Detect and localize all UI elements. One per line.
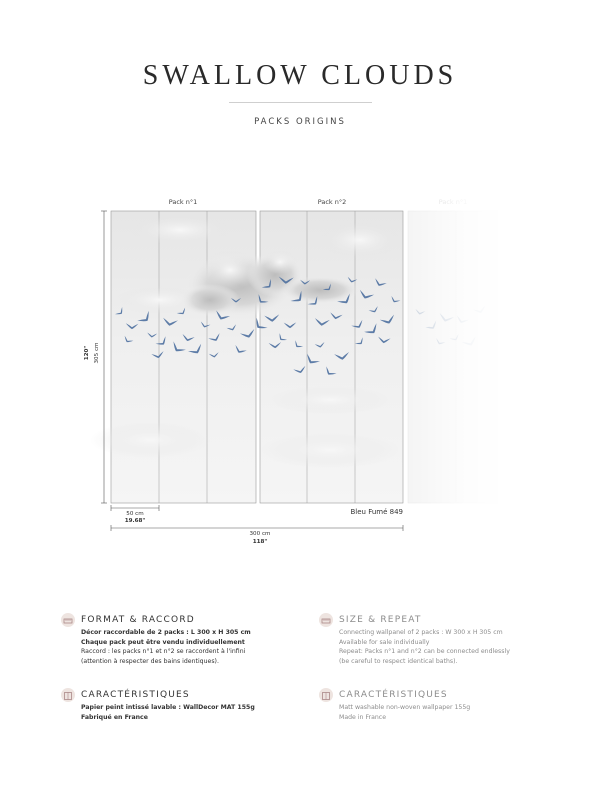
page-title: SWALLOW CLOUDS	[142, 60, 458, 91]
caract-en-body	[339, 703, 470, 722]
caract-fr-title: CARACTÉRISTIQUES	[81, 690, 190, 700]
format-line-3: Raccord : les packs n°1 et n°2 se raccordent à l'infini	[81, 648, 246, 655]
caract-fr-line-1: Papier peint intissé lavable : WallDecor MAT 155g	[81, 704, 255, 711]
pack-label-1: Pack n°1	[168, 198, 198, 206]
wallpaper-roll-icon	[319, 688, 333, 702]
size-line-4: (be careful to respect identical baths).	[339, 657, 458, 665]
fade-overlay	[406, 195, 506, 510]
format-body	[81, 628, 251, 666]
height-inch-label: 120"	[84, 345, 90, 361]
color-name: Bleu Fumé 849	[350, 508, 403, 516]
pack-label-2: Pack n°2	[317, 198, 347, 206]
ruler-icon	[61, 613, 75, 627]
format-line-4: (attention à respecter des bains identiques).	[81, 657, 219, 665]
caract-en-title: CARACTÉRISTIQUES	[339, 690, 448, 700]
caract-en-line-2: Made in France	[339, 713, 387, 721]
height-cm-label: 305 cm	[94, 342, 100, 364]
size-line-1: Connecting wallpanel of 2 packs : W 300 x H 305 cm	[339, 629, 503, 636]
total-width-inch-label: 118"	[252, 539, 268, 545]
size-body	[339, 628, 510, 666]
page-subtitle: PACKS ORIGINS	[254, 117, 346, 127]
ruler-icon	[319, 613, 333, 627]
format-line-1: Décor raccordable de 2 packs : L 300 x H 305 cm	[81, 629, 251, 636]
caract-fr-body	[81, 703, 255, 722]
wallpaper-roll-icon	[61, 688, 75, 702]
format-title: FORMAT & RACCORD	[81, 615, 195, 625]
panel-width-inch-label: 19.68"	[124, 518, 146, 524]
format-line-2: Chaque pack peut être vendu individuellement	[81, 638, 245, 646]
caract-en-line-1: Matt washable non-woven wallpaper 155g	[339, 704, 471, 711]
caract-fr-line-2: Fabriqué en France	[81, 713, 148, 721]
panel-width-cm-label: 50 cm	[126, 511, 144, 517]
size-line-3: Repeat: Packs n°1 and n°2 can be connected endlessly	[339, 648, 510, 655]
size-line-2: Available for sale individually	[339, 638, 430, 646]
size-title: SIZE & REPEAT	[339, 615, 422, 625]
height-dimension	[101, 211, 107, 503]
total-width-cm-label: 300 cm	[249, 531, 271, 537]
